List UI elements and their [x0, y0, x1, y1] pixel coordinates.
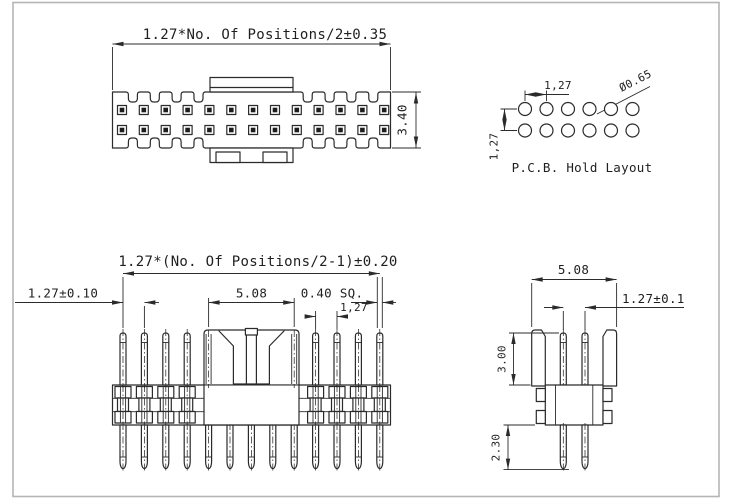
pcb-hole — [605, 124, 618, 137]
contact-square — [118, 126, 127, 135]
pin-down — [120, 423, 126, 473]
contact-square — [161, 126, 170, 135]
insulator-segment — [136, 385, 152, 425]
dim-pcb-pitch-x — [525, 79, 572, 101]
dim-end-pin-above — [496, 333, 560, 385]
pin-down — [560, 423, 566, 473]
insulator-segment — [158, 385, 174, 425]
contact-square — [292, 126, 301, 135]
pin-down — [206, 423, 212, 473]
end-view-tab — [603, 389, 612, 402]
pcb-hole — [519, 103, 532, 116]
pin-down — [334, 423, 340, 473]
pcb-layout-caption: P.C.B. Hold Layout — [511, 160, 653, 175]
pin-up — [582, 329, 588, 388]
end-view-tab — [536, 389, 545, 402]
pin-up — [560, 329, 566, 388]
end-view-tab — [536, 411, 545, 424]
pcb-hole — [519, 124, 532, 137]
contact-square — [205, 126, 214, 135]
dim-pcb-pitch-y-label: 1,27 — [487, 132, 501, 161]
insulator-segment — [372, 385, 388, 425]
pin-up — [334, 329, 340, 388]
contact-square — [249, 106, 258, 115]
key-post-cap — [245, 329, 257, 336]
contact-square — [249, 126, 258, 135]
end-view-shroud-wall-left — [532, 330, 546, 386]
contact-square — [183, 126, 192, 135]
insulator-segment — [179, 385, 195, 425]
dim-top-width-label: 1.27*No. Of Positions/2±0.35 — [142, 27, 388, 43]
pcb-holes — [519, 103, 640, 138]
pin-down — [291, 423, 297, 473]
pcb-hole — [540, 124, 553, 137]
pin-down — [163, 423, 169, 473]
contact-square — [161, 106, 170, 115]
top-view-edge-bottom — [113, 138, 391, 148]
dim-side-pitch-label: 1.27±0.10 — [27, 285, 99, 301]
top-view-tab-slot — [216, 152, 240, 163]
end-view-insulator — [545, 385, 603, 425]
end-view — [490, 262, 685, 473]
contact-square — [139, 106, 148, 115]
pin-up — [355, 329, 361, 388]
top-view-tab-slot — [263, 152, 287, 163]
dim-side-pin-size — [301, 286, 396, 303]
contact-square — [358, 106, 367, 115]
top-view-contacts — [118, 106, 389, 135]
dim-side-center-label: 5.08 — [235, 285, 268, 301]
contact-square — [227, 106, 236, 115]
pin-down — [141, 423, 147, 473]
pcb-hole — [540, 103, 553, 116]
contact-square — [292, 106, 301, 115]
dim-end-pin-below-label: 2.30 — [489, 433, 503, 462]
pin-up — [163, 329, 169, 388]
end-view-shroud-wall-right — [603, 330, 617, 386]
contact-square — [118, 106, 127, 115]
dim-pcb-pitch-y — [488, 109, 518, 160]
insulator-segment — [115, 385, 131, 425]
pin-down — [227, 423, 233, 473]
pcb-layout-view — [488, 67, 654, 175]
insulator-segment — [308, 385, 324, 425]
top-view — [113, 27, 422, 163]
pcb-hole — [626, 124, 639, 137]
pin-up — [184, 329, 190, 388]
pin-down — [355, 423, 361, 473]
dim-side-pitch-small — [307, 301, 368, 329]
contact-square — [139, 126, 148, 135]
top-view-tab-top — [210, 78, 293, 93]
contact-square — [183, 106, 192, 115]
pin-down — [248, 423, 254, 473]
contact-square — [380, 106, 389, 115]
end-view-tab — [603, 411, 612, 424]
pin-down — [377, 423, 383, 473]
contact-square — [380, 126, 389, 135]
dim-side-pin-size-label: 0.40 SQ. — [300, 285, 364, 301]
contact-square — [336, 126, 345, 135]
pcb-hole — [562, 124, 575, 137]
dim-end-pitch — [544, 291, 685, 330]
pcb-hole — [626, 103, 639, 116]
pcb-hole — [605, 103, 618, 116]
dim-end-width-label: 5.08 — [557, 262, 590, 277]
contact-square — [336, 106, 345, 115]
dim-side-span-label: 1.27*(No. Of Positions/2-1)±0.20 — [118, 254, 398, 270]
pin-down — [313, 423, 319, 473]
pin-down — [270, 423, 276, 473]
contact-square — [271, 106, 280, 115]
pin-up — [377, 329, 383, 388]
pcb-hole — [583, 124, 596, 137]
contact-square — [271, 126, 280, 135]
pin-down — [582, 423, 588, 473]
dim-top-height — [392, 92, 421, 148]
shroud-mask — [205, 386, 299, 425]
contact-square — [358, 126, 367, 135]
dim-side-pitch — [15, 286, 159, 329]
pcb-hole — [562, 103, 575, 116]
pin-up — [120, 329, 126, 388]
top-view-body — [113, 92, 391, 148]
dim-hole-dia-label: Ø0.65 — [617, 67, 654, 95]
dim-side-center — [209, 286, 295, 328]
contact-square — [227, 126, 236, 135]
side-view-body — [113, 329, 391, 473]
dim-pcb-pitch-x-label: 1,27 — [544, 79, 572, 92]
dim-end-pin-below — [490, 425, 570, 470]
side-view — [15, 254, 398, 473]
pin-up — [313, 329, 319, 388]
contact-square — [314, 106, 323, 115]
pin-up — [141, 329, 147, 388]
dim-end-pitch-label: 1.27±0.1 — [622, 291, 685, 306]
insulator-segment — [329, 385, 345, 425]
dim-end-pin-above-label: 3.00 — [495, 345, 509, 373]
top-view-edge-top — [113, 92, 391, 102]
insulator-segment — [350, 385, 366, 425]
pcb-hole — [583, 103, 596, 116]
contact-square — [205, 106, 214, 115]
dim-side-pitch-small-label: 1,27 — [340, 301, 368, 314]
contact-square — [314, 126, 323, 135]
shroud-funnel-slot — [219, 331, 284, 384]
dim-top-height-label: 3.40 — [394, 104, 410, 136]
dim-end-width — [532, 262, 617, 327]
pin-down — [184, 423, 190, 473]
